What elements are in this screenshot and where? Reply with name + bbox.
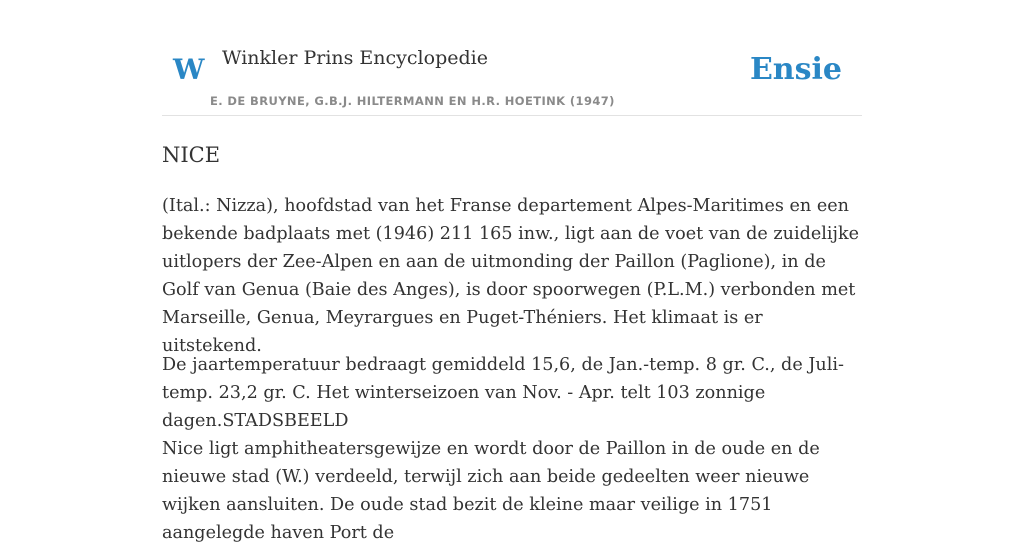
page-container [162, 0, 862, 543]
site-header [162, 0, 862, 116]
entry-paragraph: Nice ligt amphitheatersgewijze en wordt door de Paillon in de oude en de nieuwe stad (W.) verdeeld, terwijl zich aan beide gedeelten weer nieuwe wijken aansluiten. De oude stad bezit de kleine maar veilige in 1751 aangelegde haven Port de [162, 439, 820, 543]
entry-paragraph: (Ital.: Nizza), hoofdstad van het Franse departement Alpes-Maritimes en een bekende badplaats met (1946) 211 165 inw., ligt aan de voet van de zuidelijke uitlopers der Zee-Alpen en aan de uitmonding der Paillon (Paglione), in de Golf van Genua (Baie des Anges), is door spoorwegen (P.L.M.) verbonden met Marseille, Genua, Meyrargues en Puget-Théniers. Het klimaat is er uitstekend. [162, 196, 860, 356]
source-title[interactable]: Winkler Prins Encyclopedie [222, 47, 488, 69]
ensie-logo[interactable]: Ensie [749, 52, 842, 87]
source-logo[interactable]: W [173, 53, 205, 86]
entry-title: NICE [162, 143, 221, 167]
entry-paragraph: De jaartemperatuur bedraagt gemiddeld 15,6, de Jan.-temp. 8 gr. C., de Juli-temp. 23,2 gr. C. Het winterseizoen van Nov. - Apr. telt 103 zonnige dagen.STADSBEELD [162, 355, 844, 431]
source-authors: E. DE BRUYNE, G.B.J. HILTERMANN EN H.R. HOETINK (1947) [210, 94, 615, 108]
